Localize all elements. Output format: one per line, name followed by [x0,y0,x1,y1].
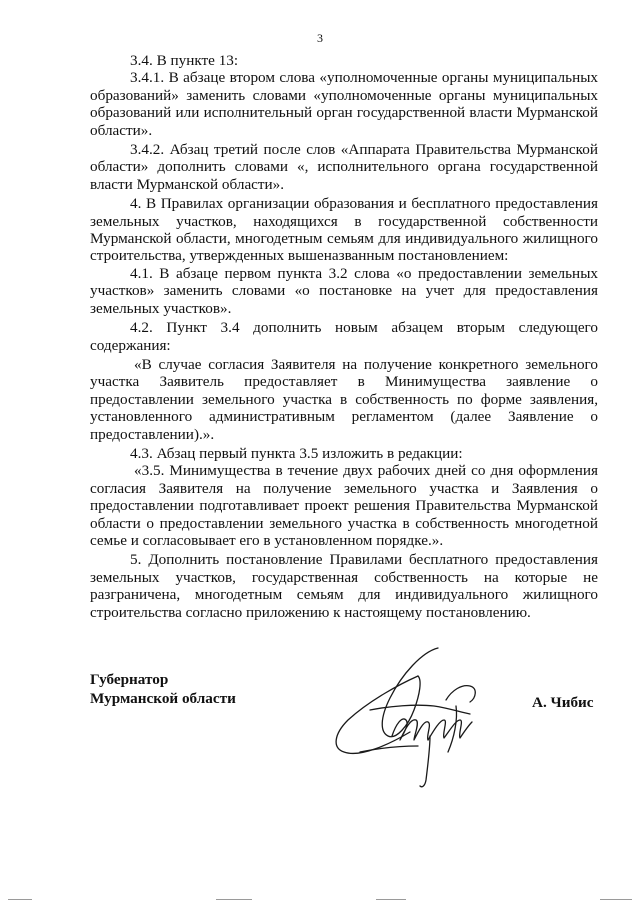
page-number: 3 [317,31,323,45]
scan-edge-mark [8,899,32,900]
handwritten-signature [330,640,510,790]
paragraph-4: 4. В Правилах организации образования и бесплатного предоставления земельных участков, находящихся в государственной собственности Мурманской области, многодетным семьям для индивидуального жилищного строительства, утвержденных вышеназванным постановлением: [90,195,598,265]
paragraph-4-3-quote: «3.5. Минимущества в течение двух рабочих дней со дня оформления согласия Заявителя на получение земельного участка и Заявления о предоставлении подготавливает проект решения Правительства Мурманской области о предоставлении земельного участка в собственность многодетной семье и согласовывает его в установленном порядке.». [90,462,598,549]
scan-edge-mark [376,899,406,900]
paragraph-3-4-1: 3.4.1. В абзаце втором слова «уполномоченные органы муниципальных образований» заменить словами «уполномоченные органы муниципальных образований или исполнительный орган государственной власти Мурманской области». [90,69,598,139]
signer-title [90,670,236,708]
document-body [90,52,598,621]
scan-edge-mark [216,899,252,900]
paragraph-4-2: 4.2. Пункт 3.4 дополнить новым абзацем вторым следующего содержания: [90,319,598,354]
paragraph-4-3: 4.3. Абзац первый пункта 3.5 изложить в редакции: [130,444,463,462]
paragraph-3-4-2: 3.4.2. Абзац третий после слов «Аппарата Правительства Мурманской области» дополнить словами «, исполнительного органа государственной власти Мурманской области». [90,141,598,193]
signer-title-line1: Губернатор [90,671,169,688]
paragraph-4-1: 4.1. В абзаце первом пункта 3.2 слова «о предоставлении земельных участков» заменить словами «о постановке на учет для предоставления земельных участков». [90,264,598,317]
paragraph-5: 5. Дополнить постановление Правилами бесплатного предоставления земельных участков, государственная собственность на которые не разграничена, многодетным семьям для индивидуального жилищного строительства согласно приложению к настоящему постановлению. [90,551,598,621]
paragraph-3-4: 3.4. В пункте 13: [130,52,239,69]
signer-title-line2: Мурманской области [90,690,236,707]
paragraph-4-2-quote: «В случае согласия Заявителя на получение конкретного земельного участка Заявитель предоставляет в Минимущества заявление о предоставлении земельного участка в собственность по форме заявления, установленного административным регламентом (далее Заявление о предоставлении).». [90,355,598,443]
signer-name: А. Чибис [532,694,594,711]
scan-edge-mark [600,899,632,900]
